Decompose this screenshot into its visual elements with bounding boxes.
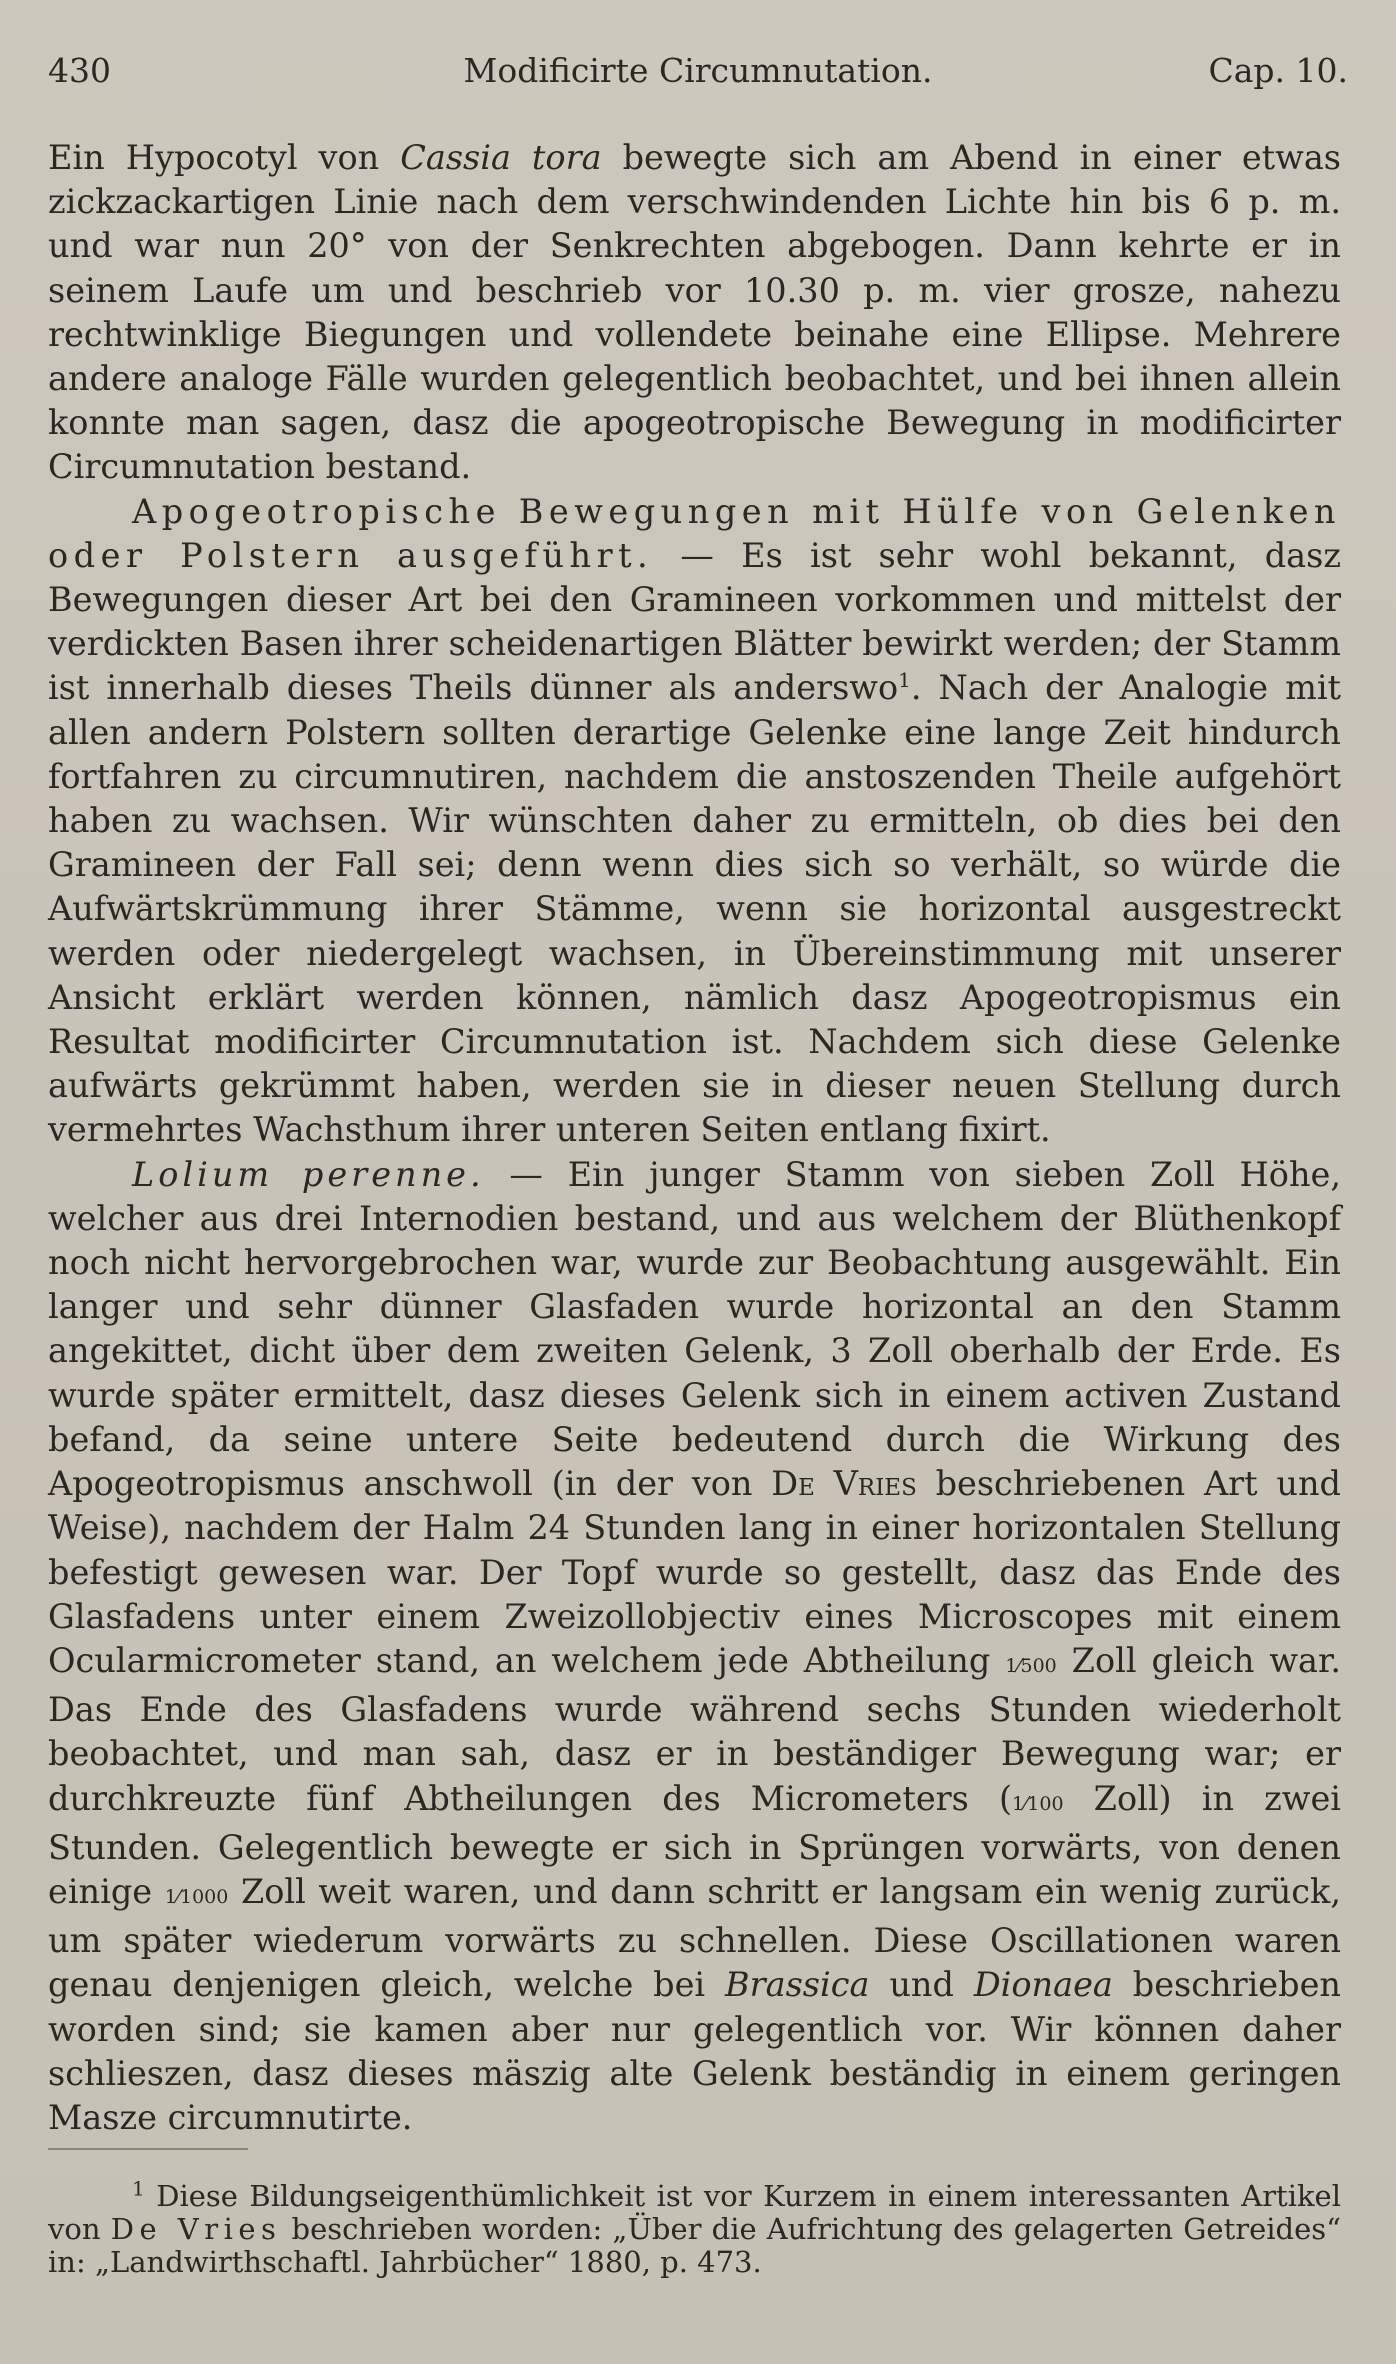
paragraph-cassia <box>48 136 1341 490</box>
page-number: 430 <box>48 51 111 90</box>
paragraph-lolium <box>48 1153 1341 2140</box>
author-name: De Vries <box>110 2212 282 2246</box>
text-run: Ein Hypocotyl von <box>48 138 401 177</box>
text-run: Zoll) in zwei Stunden. Gelegentlich bewegte er sich in Sprüngen vorwärts, von denen einige <box>48 1778 1341 1911</box>
text-run: Zoll gleich war. Das Ende des Glasfadens wurde während sechs Stunden wiederholt beobachtet, und man sah, dasz er in beständiger Bewegung war; er durchkreuzte fünf Abtheilungen des Micrometers ( <box>48 1640 1342 1818</box>
fraction: 1⁄500 <box>1005 1654 1057 1677</box>
footnote-ref: 1 <box>898 668 911 693</box>
chapter-label: Cap. 10. <box>1208 51 1348 90</box>
text-run: beschrieben worden: „Über die Aufrichtung des gelagerten Getreides“ in: „Landwirthschaftl. Jahrbücher“ 1880, p. 473. <box>48 2212 1341 2279</box>
text-run: . Nach der Analogie mit allen andern Polstern sollten derartige Gelenke eine lange Zeit hindurch fortfahren zu circumnutiren, nachdem die anstoszenden Theile aufgehört haben zu wachsen. Wir wünschten daher zu ermitteln, ob dies bei den Gramineen der Fall sei; denn wenn dies sich so verhält, so würde die Aufwärtskrümmung ihrer Stämme, wenn sie horizontal ausgestreckt werden oder niedergelegt wachsen, in Übereinstimmung mit unserer Ansicht erklärt werden können, nämlich dasz Apogeotropismus ein Resultat modificirter Circumnutation ist. Nachdem sich diese Gelenke aufwärts gekrümmt haben, werden sie in dieser neuen Stellung durch vermehrtes Wachsthum ihrer unteren Seiten entlang fixirt. <box>48 668 1342 1150</box>
text-run: Diese Bildungseigenthümlichkeit ist vor Kurzem in einem interessanten Artikel von <box>48 2179 1341 2246</box>
author-name: De Vries <box>771 1464 917 1504</box>
text-run: und <box>869 1965 974 2005</box>
fraction: 1⁄100 <box>1012 1792 1064 1815</box>
text-run: bewegte sich am Abend in einer etwas zickzackartigen Linie nach dem verschwindenden Lichte hin bis 6 p. m. und war nun 20° von der Senkrechten abgebogen. Dann kehrte er in seinem Laufe um und beschrieb vor 10.30 p. m. vier grosze, nahezu rechtwinklige Biegungen und vollendete beinahe eine Ellipse. Mehrere andere analoge Fälle wurden gelegentlich beobachtet, und bei ihnen allein konnte man sagen, dasz die apogeotropische Bewegung in modificirter Circumnutation bestand. <box>48 138 1341 487</box>
text-run: beschriebenen Art und Weise), nachdem der Halm 24 Stunden lang in einer horizontalen Stellung befestigt gewesen war. Der Topf wurde so gestellt, dasz das Ende des Glasfadens unter einem Zweizollobjectiv eines Microscopes mit einem Ocularmicrometer stand, an welchem jede Abtheilung <box>48 1464 1341 1680</box>
running-title: Modificirte Circumnutation. <box>463 51 933 90</box>
footnote-marker: 1 <box>132 2176 145 2201</box>
text-run: beschrieben worden sind; sie kamen aber nur gelegentlich vor. Wir können daher schlieszen, dasz dieses mäszig alte Gelenk beständig in einem geringen Masze circumnutirte. <box>48 1965 1341 2137</box>
running-head <box>48 46 1348 96</box>
text-run: Zoll weit waren, und dann schritt er langsam ein wenig zurück, um später wiederum vorwärts zu schnellen. Diese Oscillationen waren genau denjenigen gleich, welche bei <box>48 1871 1342 2005</box>
section-heading: Apogeotropische Bewegungen mit Hülfe von Gelenken oder Polstern ausgeführt. <box>48 491 1341 575</box>
footnote-divider <box>48 2148 248 2150</box>
footnote-text <box>48 2176 1341 2279</box>
genus-name: Dionaea <box>973 1965 1113 2005</box>
footnote <box>48 2176 1341 2279</box>
fraction: 1⁄1000 <box>164 1885 229 1908</box>
text-run: — Es ist sehr wohl bekannt, dasz Bewegungen dieser Art bei den Gramineen vorkommen und mittelst der verdickten Basen ihrer scheidenartigen Blätter bewirkt werden; der Stamm ist innerhalb dieses Theils dünner als anderswo <box>48 535 1341 708</box>
genus-name: Brassica <box>725 1965 870 2005</box>
text-run: — Ein junger Stamm von sieben Zoll Höhe, welcher aus drei Internodien bestand, und aus welchem der Blüthenkopf noch nicht hervorgebrochen war, wurde zur Beobachtung ausgewählt. Ein langer und sehr dünner Glasfaden wurde horizontal an den Stamm angekittet, dicht über dem zweiten Gelenk, 3 Zoll oberhalb der Erde. Es wurde später ermittelt, dasz dieses Gelenk sich in einem activen Zustand befand, da seine untere Seite bedeutend durch die Wirkung des Apogeotropismus anschwoll (in der von <box>48 1154 1341 1504</box>
body-text <box>48 136 1341 2140</box>
species-name: Cassia tora <box>400 138 602 177</box>
species-heading: Lolium perenne. <box>132 1154 485 1194</box>
paragraph-gelenke <box>48 490 1341 1153</box>
